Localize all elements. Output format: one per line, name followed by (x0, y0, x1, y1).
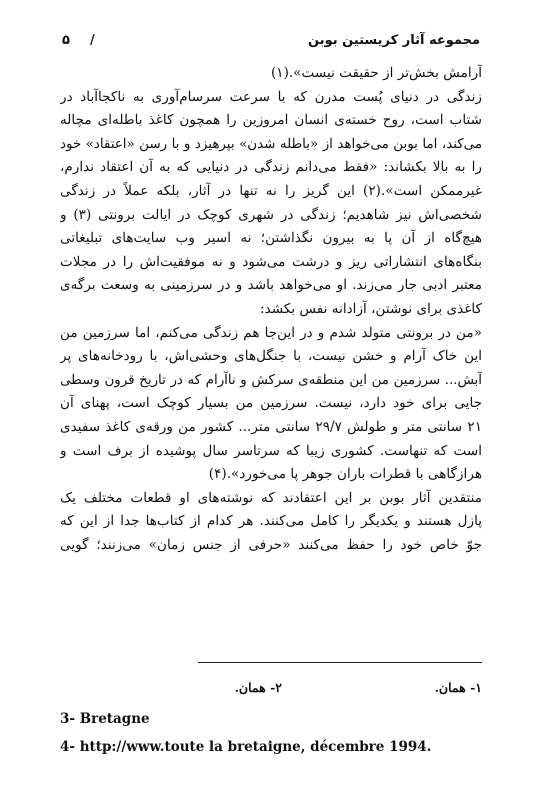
text-line: «من در برونتی متولد شدم و در این‌جا هم زندگی می‌کنم، اما سرزمین من (60, 324, 482, 341)
paragraph-quote (60, 322, 482, 487)
text-line: را به بالا بکشاند: «فقط می‌دانم زندگی در دنیایی که به آن اعتقاد ندارم، (60, 159, 482, 176)
footnote-rule (198, 662, 482, 663)
book-title: مجموعه آثار کریستین بوبن (307, 33, 480, 48)
footnote-2: ۲- همان. (234, 680, 282, 695)
text-line: شتاب است، روح خسته‌ی انسان امروزین را همچون کاغذ باطله‌ای مچاله (60, 112, 482, 129)
text-line: جوّ خاص خود را حفظ می‌کنند «حرفی از جنس زمان» می‌زنند؛ گویی (60, 536, 482, 553)
footnote-4: 4- http://www.toute la bretaigne, décembre 1994. (60, 739, 432, 755)
text-line: معتبر ادبی جار می‌زند. او می‌خواهد باشد و در سرزمینی به وسعت برگه‌ی (60, 277, 482, 294)
text-line: زندگی در دنیای پُست مدرن که با سرعت سرسام‌آوری به ناکجاآباد در (60, 88, 482, 105)
text-line: می‌کند، اما بوبن می‌خواهد از «باطله شدن» بپرهیزد و با رسن «اعتقاد» خود (60, 136, 482, 152)
text-line: است که تنهاست. کشوری زیبا که سرتاسر سال پوشیده از برف است و (60, 442, 482, 459)
footnote-1: ۱- همان. (434, 680, 482, 695)
text-line: این خاک آرام و خشن نیست، با جنگل‌های وحشی‌اش، با رودخانه‌های پر (60, 348, 482, 365)
footnote-3: 3- Bretagne (60, 711, 150, 727)
text-line: کاغذی برای نوشتن، آزادانه نفس بکشد: (260, 300, 482, 317)
footnotes-persian (60, 680, 482, 700)
page-number: ۵ (62, 33, 70, 48)
text-line: هیچ‌گاه از آن پا به بیرون نگذاشتن؛ نه اسیر وب سایت‌های تبلیغاتی (60, 230, 482, 247)
header-separator: / (90, 33, 95, 48)
text-line: پازل هستند و یکدیگر را کامل می‌کنند. هر کدام از کتاب‌ها جدا از این که (60, 513, 482, 530)
paragraph-critics (60, 487, 482, 558)
text-line: منتقدین آثار بوبن بر این اعتقادند که نوشته‌های او قطعات مختلف یک (60, 489, 482, 506)
text-line: غیرممکن است».(۲) این گریز را نه تنها در آثار، بلکه عملاً در زندگی (60, 182, 482, 199)
text-line: آبش... سرزمین من این منطقه‌ی سرکش و ناآرام که در تاریخ قرون وسطی (60, 372, 482, 388)
text-line: بنگاه‌های انتشاراتی ریز و درشت می‌شود و نه موفقیت‌اش را در مجلات (60, 253, 482, 270)
text-line: هرازگاهی با قطرات باران جوهر پا می‌خورد».(۴) (208, 466, 482, 483)
text-line: شخصی‌اش نیز شاهدیم؛ زندگی در شهری کوچک در ایالت برونتی (۳) و (60, 206, 482, 223)
paragraph-intro (60, 86, 482, 322)
paragraph-quote-end (60, 62, 482, 86)
text-line: آرامش بخش‌تر از حقیقت نیست».(۱) (270, 65, 482, 81)
text-line: جایی برای خود دارد، نیست. سرزمین من بسیار کوچک است، پهنای آن (60, 395, 482, 412)
text-line: ۲۱ سانتی متر و طولش ۲۹/۷ سانتی متر... کشور من ورقه‌ی کاغذ سفیدی (60, 418, 482, 435)
body-text (60, 62, 482, 557)
running-header (62, 33, 480, 53)
